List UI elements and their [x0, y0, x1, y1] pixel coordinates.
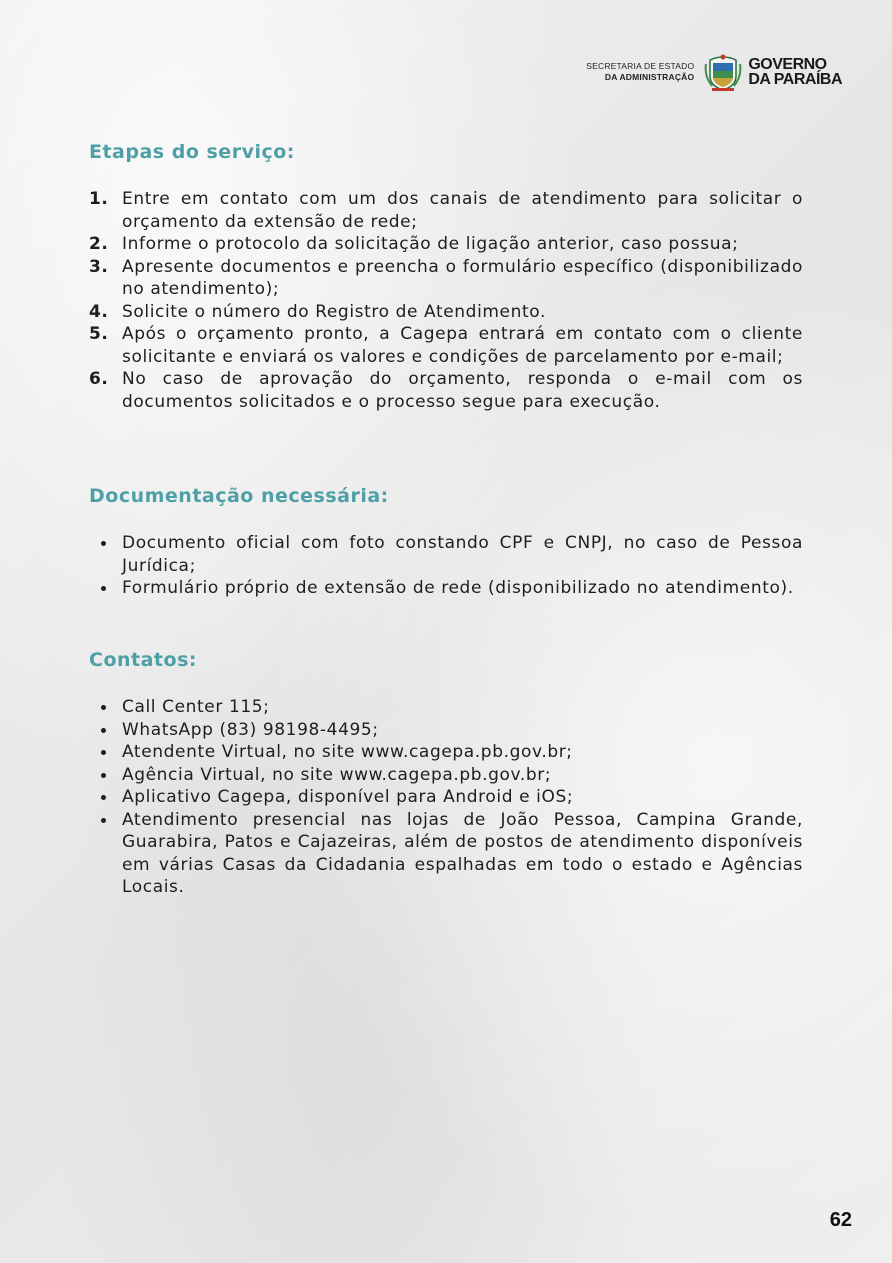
item-text: Solicite o número do Registro de Atendimento.	[122, 301, 546, 322]
item-number: 6.	[89, 369, 109, 389]
list-item	[89, 256, 803, 301]
item-text: Aplicativo Cagepa, disponível para Android e iOS;	[122, 787, 574, 807]
item-number: 3.	[89, 256, 109, 277]
secretaria-label	[586, 61, 694, 83]
page-number: 62	[829, 1209, 852, 1231]
list-item	[89, 809, 803, 899]
list-item	[89, 233, 803, 256]
etapas-heading: Etapas do serviço:	[89, 141, 295, 163]
item-number: 4.	[89, 301, 109, 322]
bullet-icon	[89, 809, 122, 899]
item-text: Agência Virtual, no site www.cagepa.pb.gov.br;	[122, 764, 552, 785]
list-item	[89, 696, 803, 719]
list-item	[89, 368, 803, 413]
item-number: 2.	[89, 234, 109, 254]
list-item	[89, 301, 803, 324]
etapas-section	[89, 141, 803, 413]
list-item	[89, 577, 803, 600]
bullet-icon	[89, 577, 122, 600]
item-text: Documento oficial com foto constando CPF e CNPJ, no caso de Pessoa Jurídica;	[122, 533, 803, 576]
item-text: Call Center 115;	[122, 697, 270, 717]
bullet-icon	[89, 696, 122, 719]
gov-line2: DA PARAÍBA	[748, 71, 842, 88]
documentacao-heading: Documentação necessária:	[89, 485, 389, 507]
header-branding	[586, 52, 842, 92]
list-item	[89, 741, 803, 764]
list-item	[89, 719, 803, 742]
governo-paraiba-logo	[748, 57, 842, 87]
list-item	[89, 786, 803, 809]
gov-line1: GOVERNO	[748, 56, 827, 73]
documentacao-list	[89, 532, 803, 600]
item-text: Apresente documentos e preencha o formulário específico (disponibilizado no atendimento);	[122, 256, 803, 299]
list-item	[89, 188, 803, 233]
item-text: WhatsApp (83) 98198-4495;	[122, 719, 379, 740]
state-crest-icon	[704, 52, 742, 92]
bullet-icon	[89, 741, 122, 764]
bullet-icon	[89, 764, 122, 787]
contatos-list	[89, 696, 803, 899]
list-item	[89, 764, 803, 787]
item-text: Formulário próprio de extensão de rede (disponibilizado no atendimento).	[122, 578, 794, 598]
secretaria-line2: DA ADMINISTRAÇÃO	[604, 72, 695, 82]
item-text: Informe o protocolo da solicitação de ligação anterior, caso possua;	[122, 234, 739, 254]
contatos-heading: Contatos:	[89, 649, 197, 671]
secretaria-line1: SECRETARIA DE ESTADO	[586, 61, 695, 71]
item-text: Atendimento presencial nas lojas de João Pessoa, Campina Grande, Guarabira, Patos e Cajazeiras, além de postos de atendimento disponíveis em várias Casas da Cidadania espalhadas em todo o estado e Agências Locais.	[122, 809, 803, 897]
contatos-section	[89, 649, 803, 899]
list-item	[89, 323, 803, 368]
item-text: Entre em contato com um dos canais de atendimento para solicitar o orçamento da extensão de rede;	[122, 189, 803, 232]
documentacao-section	[89, 485, 803, 600]
bullet-icon	[89, 532, 122, 577]
item-number: 5.	[89, 324, 109, 344]
etapas-list	[89, 188, 803, 413]
item-text: Após o orçamento pronto, a Cagepa entrará em contato com o cliente solicitante e enviará os valores e condições de parcelamento por e-mail;	[122, 324, 803, 367]
item-text: Atendente Virtual, no site www.cagepa.pb.gov.br;	[122, 742, 573, 762]
bullet-icon	[89, 719, 122, 742]
item-number: 1.	[89, 189, 109, 209]
list-item	[89, 532, 803, 577]
bullet-icon	[89, 786, 122, 809]
item-text: No caso de aprovação do orçamento, responda o e-mail com os documentos solicitados e o processo segue para execução.	[122, 369, 803, 412]
